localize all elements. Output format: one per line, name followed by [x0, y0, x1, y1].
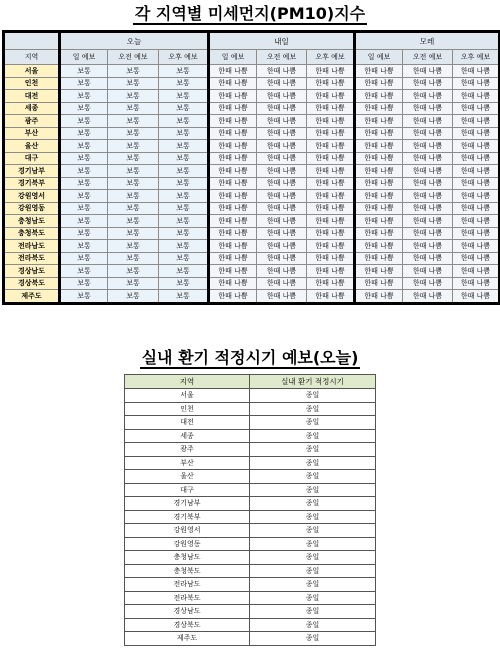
forecast-cell: 한때 나쁨 — [355, 102, 403, 115]
forecast-cell: 보통 — [108, 65, 159, 78]
forecast-cell: 한때 나쁨 — [403, 140, 453, 153]
forecast-cell: 한때 나쁨 — [403, 77, 453, 90]
table-row — [125, 564, 376, 578]
forecast-cell: 한때 나쁨 — [209, 202, 257, 215]
forecast-cell: 보통 — [108, 165, 159, 178]
forecast-cell: 한때 나쁨 — [209, 240, 257, 253]
forecast-cell: 보통 — [159, 65, 209, 78]
forecast-cell: 한때 나쁨 — [209, 177, 257, 190]
table-row — [125, 510, 376, 524]
forecast-cell: 한때 나쁨 — [355, 152, 403, 165]
forecast-cell: 한때 나쁨 — [403, 227, 453, 240]
table-row — [4, 202, 500, 215]
forecast-cell: 한때 나쁨 — [453, 265, 500, 278]
ventilation-time-cell: 종일 — [250, 605, 376, 619]
ventilation-region-cell: 경상남도 — [125, 605, 250, 619]
period-header: 오전 예보 — [257, 50, 307, 65]
ventilation-title-text: 실내 환기 적정시기 예보(오늘) — [141, 348, 359, 367]
ventilation-time-cell: 종일 — [250, 591, 376, 605]
table-row — [125, 416, 376, 430]
forecast-cell: 보통 — [108, 177, 159, 190]
table-row — [125, 470, 376, 484]
forecast-cell: 한때 나쁨 — [307, 252, 355, 265]
forecast-cell: 보통 — [60, 102, 108, 115]
forecast-cell: 한때 나쁨 — [355, 77, 403, 90]
forecast-title — [0, 4, 500, 24]
forecast-cell: 한때 나쁨 — [403, 127, 453, 140]
period-header: 오전 예보 — [403, 50, 453, 65]
period-header: 오후 예보 — [307, 50, 355, 65]
forecast-cell: 한때 나쁨 — [355, 190, 403, 203]
period-header: 일 예보 — [209, 50, 257, 65]
ventilation-region-cell: 대전 — [125, 416, 250, 430]
forecast-cell: 보통 — [159, 227, 209, 240]
forecast-cell: 한때 나쁨 — [209, 140, 257, 153]
forecast-cell: 한때 나쁨 — [307, 177, 355, 190]
ventilation-region-cell: 광주 — [125, 443, 250, 457]
forecast-cell: 보통 — [159, 152, 209, 165]
day-header-row — [4, 32, 500, 50]
table-row — [125, 497, 376, 511]
period-header: 일 예보 — [355, 50, 403, 65]
ventilation-region-cell: 강원영서 — [125, 524, 250, 538]
ventilation-time-cell: 종일 — [250, 497, 376, 511]
forecast-cell: 한때 나쁨 — [257, 190, 307, 203]
pm10-forecast-table — [2, 30, 500, 305]
table-row — [125, 483, 376, 497]
forecast-cell: 한때 나쁨 — [257, 102, 307, 115]
forecast-cell: 한때 나쁨 — [257, 115, 307, 128]
region-header: 지역 — [4, 50, 60, 65]
forecast-cell: 한때 나쁨 — [209, 115, 257, 128]
forecast-cell: 보통 — [108, 115, 159, 128]
table-row — [4, 165, 500, 178]
forecast-cell: 한때 나쁨 — [355, 215, 403, 228]
forecast-cell: 한때 나쁨 — [355, 290, 403, 304]
forecast-cell: 한때 나쁨 — [453, 215, 500, 228]
forecast-cell: 한때 나쁨 — [257, 277, 307, 290]
forecast-cell: 보통 — [60, 227, 108, 240]
table-row — [125, 551, 376, 565]
ventilation-time-cell: 종일 — [250, 389, 376, 403]
forecast-cell: 한때 나쁨 — [403, 277, 453, 290]
forecast-cell: 한때 나쁨 — [209, 265, 257, 278]
ventilation-time-cell: 종일 — [250, 510, 376, 524]
table-row — [125, 456, 376, 470]
forecast-cell: 보통 — [60, 252, 108, 265]
forecast-cell: 한때 나쁨 — [209, 65, 257, 78]
ventilation-table — [124, 374, 376, 646]
forecast-cell: 보통 — [108, 127, 159, 140]
forecast-cell: 한때 나쁨 — [403, 265, 453, 278]
period-header: 오전 예보 — [108, 50, 159, 65]
forecast-cell: 한때 나쁨 — [355, 265, 403, 278]
forecast-cell: 보통 — [159, 190, 209, 203]
ventilation-header-row — [125, 375, 376, 389]
forecast-cell: 보통 — [159, 115, 209, 128]
forecast-cell: 한때 나쁨 — [403, 290, 453, 304]
forecast-cell: 한때 나쁨 — [453, 240, 500, 253]
forecast-cell: 한때 나쁨 — [453, 290, 500, 304]
table-row — [4, 227, 500, 240]
ventilation-time-cell: 종일 — [250, 551, 376, 565]
forecast-cell: 한때 나쁨 — [307, 240, 355, 253]
forecast-cell: 한때 나쁨 — [307, 215, 355, 228]
forecast-cell: 한때 나쁨 — [355, 140, 403, 153]
forecast-cell: 한때 나쁨 — [307, 152, 355, 165]
forecast-cell: 보통 — [159, 240, 209, 253]
forecast-cell: 한때 나쁨 — [403, 115, 453, 128]
forecast-cell: 한때 나쁨 — [403, 202, 453, 215]
table-row — [4, 277, 500, 290]
forecast-cell: 한때 나쁨 — [453, 165, 500, 178]
forecast-cell: 보통 — [159, 265, 209, 278]
forecast-cell: 한때 나쁨 — [257, 77, 307, 90]
forecast-cell: 보통 — [108, 240, 159, 253]
forecast-cell: 보통 — [159, 177, 209, 190]
region-cell: 부산 — [4, 127, 60, 140]
forecast-cell: 한때 나쁨 — [355, 65, 403, 78]
forecast-cell: 한때 나쁨 — [307, 290, 355, 304]
forecast-cell: 보통 — [108, 290, 159, 304]
forecast-cell: 한때 나쁨 — [453, 90, 500, 103]
forecast-cell: 한때 나쁨 — [453, 277, 500, 290]
forecast-cell: 한때 나쁨 — [257, 240, 307, 253]
forecast-cell: 한때 나쁨 — [257, 227, 307, 240]
forecast-cell: 한때 나쁨 — [307, 102, 355, 115]
forecast-cell: 보통 — [60, 65, 108, 78]
region-cell: 인천 — [4, 77, 60, 90]
region-cell: 서울 — [4, 65, 60, 78]
forecast-cell: 한때 나쁨 — [453, 77, 500, 90]
forecast-cell: 한때 나쁨 — [453, 127, 500, 140]
forecast-cell: 보통 — [108, 252, 159, 265]
forecast-cell: 한때 나쁨 — [355, 115, 403, 128]
forecast-cell: 한때 나쁨 — [257, 152, 307, 165]
table-row — [125, 578, 376, 592]
forecast-cell: 한때 나쁨 — [257, 140, 307, 153]
forecast-cell: 보통 — [159, 102, 209, 115]
forecast-cell: 보통 — [108, 227, 159, 240]
ventilation-time-cell: 종일 — [250, 537, 376, 551]
forecast-cell: 보통 — [60, 240, 108, 253]
table-row — [4, 90, 500, 103]
forecast-cell: 한때 나쁨 — [453, 252, 500, 265]
table-row — [4, 65, 500, 78]
ventilation-time-cell: 종일 — [250, 632, 376, 646]
table-row — [4, 252, 500, 265]
ventilation-region-cell: 인천 — [125, 402, 250, 416]
region-cell: 대전 — [4, 90, 60, 103]
forecast-cell: 보통 — [60, 202, 108, 215]
region-cell: 울산 — [4, 140, 60, 153]
forecast-cell: 보통 — [60, 190, 108, 203]
forecast-cell: 한때 나쁨 — [403, 177, 453, 190]
forecast-cell: 한때 나쁨 — [307, 265, 355, 278]
forecast-cell: 한때 나쁨 — [209, 277, 257, 290]
forecast-title-text: 각 지역별 미세먼지(PM10)지수 — [134, 4, 366, 23]
forecast-cell: 보통 — [108, 140, 159, 153]
forecast-cell: 한때 나쁨 — [307, 202, 355, 215]
forecast-cell: 한때 나쁨 — [355, 177, 403, 190]
region-cell: 광주 — [4, 115, 60, 128]
forecast-cell: 한때 나쁨 — [453, 102, 500, 115]
forecast-cell: 한때 나쁨 — [453, 152, 500, 165]
forecast-cell: 보통 — [108, 190, 159, 203]
forecast-cell: 한때 나쁨 — [403, 90, 453, 103]
forecast-cell: 보통 — [159, 252, 209, 265]
ventilation-region-cell: 충청북도 — [125, 564, 250, 578]
forecast-cell: 한때 나쁨 — [403, 165, 453, 178]
ventilation-time-cell: 종일 — [250, 402, 376, 416]
forecast-cell: 한때 나쁨 — [355, 90, 403, 103]
forecast-cell: 보통 — [60, 177, 108, 190]
forecast-cell: 보통 — [159, 165, 209, 178]
forecast-cell: 보통 — [159, 290, 209, 304]
forecast-cell: 보통 — [108, 77, 159, 90]
region-cell: 경상북도 — [4, 277, 60, 290]
forecast-cell: 한때 나쁨 — [209, 190, 257, 203]
forecast-cell: 한때 나쁨 — [453, 202, 500, 215]
table-row — [125, 537, 376, 551]
forecast-cell: 한때 나쁨 — [355, 227, 403, 240]
table-row — [4, 190, 500, 203]
region-cell: 세종 — [4, 102, 60, 115]
forecast-cell: 보통 — [159, 77, 209, 90]
forecast-cell: 한때 나쁨 — [257, 202, 307, 215]
region-cell: 제주도 — [4, 290, 60, 304]
forecast-cell: 보통 — [108, 277, 159, 290]
table-row — [4, 177, 500, 190]
forecast-cell: 한때 나쁨 — [453, 65, 500, 78]
forecast-cell: 한때 나쁨 — [453, 177, 500, 190]
period-header: 오후 예보 — [453, 50, 500, 65]
forecast-cell: 보통 — [159, 127, 209, 140]
forecast-cell: 한때 나쁨 — [209, 165, 257, 178]
forecast-cell: 한때 나쁨 — [453, 140, 500, 153]
ventilation-time-cell: 종일 — [250, 470, 376, 484]
forecast-cell: 한때 나쁨 — [257, 265, 307, 278]
forecast-cell: 한때 나쁨 — [307, 127, 355, 140]
ventilation-region-cell: 서울 — [125, 389, 250, 403]
table-row — [4, 140, 500, 153]
header-corner — [4, 32, 60, 50]
forecast-cell: 한때 나쁨 — [403, 240, 453, 253]
table-row — [4, 152, 500, 165]
ventilation-time-cell: 종일 — [250, 524, 376, 538]
table-row — [4, 265, 500, 278]
region-cell: 전라북도 — [4, 252, 60, 265]
day-header-tomorrow: 내일 — [209, 32, 355, 50]
ventilation-time-cell: 종일 — [250, 618, 376, 632]
forecast-cell: 한때 나쁨 — [257, 252, 307, 265]
table-row — [125, 429, 376, 443]
forecast-cell: 한때 나쁨 — [307, 65, 355, 78]
region-cell: 전라남도 — [4, 240, 60, 253]
ventilation-time-cell: 종일 — [250, 483, 376, 497]
ventilation-time-cell: 종일 — [250, 416, 376, 430]
table-row — [125, 618, 376, 632]
forecast-cell: 보통 — [60, 165, 108, 178]
forecast-cell: 보통 — [60, 152, 108, 165]
ventilation-region-cell: 경기남부 — [125, 497, 250, 511]
forecast-cell: 한때 나쁨 — [355, 202, 403, 215]
table-row — [4, 115, 500, 128]
ventilation-time-cell: 종일 — [250, 578, 376, 592]
region-cell: 강원영서 — [4, 190, 60, 203]
ventilation-header-time: 실내 환기 적정시기 — [250, 375, 376, 389]
forecast-cell: 보통 — [159, 202, 209, 215]
region-cell: 경기남부 — [4, 165, 60, 178]
ventilation-region-cell: 전라북도 — [125, 591, 250, 605]
table-row — [125, 389, 376, 403]
table-row — [4, 77, 500, 90]
forecast-cell: 한때 나쁨 — [209, 215, 257, 228]
forecast-cell: 보통 — [60, 265, 108, 278]
period-header: 오후 예보 — [159, 50, 209, 65]
forecast-cell: 보통 — [108, 102, 159, 115]
forecast-cell: 한때 나쁨 — [403, 215, 453, 228]
forecast-cell: 한때 나쁨 — [209, 127, 257, 140]
forecast-cell: 한때 나쁨 — [307, 90, 355, 103]
day-header-today: 오늘 — [60, 32, 209, 50]
forecast-cell: 한때 나쁨 — [257, 290, 307, 304]
forecast-cell: 한때 나쁨 — [209, 90, 257, 103]
table-row — [125, 591, 376, 605]
forecast-cell: 보통 — [60, 277, 108, 290]
ventilation-time-cell: 종일 — [250, 429, 376, 443]
forecast-cell: 한때 나쁨 — [209, 152, 257, 165]
forecast-cell: 한때 나쁨 — [355, 240, 403, 253]
forecast-cell: 한때 나쁨 — [257, 90, 307, 103]
region-cell: 경상남도 — [4, 265, 60, 278]
forecast-cell: 보통 — [60, 90, 108, 103]
forecast-cell: 한때 나쁨 — [403, 152, 453, 165]
region-cell: 대구 — [4, 152, 60, 165]
ventilation-title — [0, 348, 500, 368]
ventilation-region-cell: 경기북부 — [125, 510, 250, 524]
forecast-cell: 보통 — [159, 140, 209, 153]
ventilation-header-region: 지역 — [125, 375, 250, 389]
ventilation-time-cell: 종일 — [250, 443, 376, 457]
forecast-cell: 한때 나쁨 — [355, 277, 403, 290]
forecast-cell: 한때 나쁨 — [355, 165, 403, 178]
table-row — [4, 240, 500, 253]
period-header-row — [4, 50, 500, 65]
ventilation-region-cell: 충청남도 — [125, 551, 250, 565]
forecast-cell: 한때 나쁨 — [257, 165, 307, 178]
forecast-cell: 한때 나쁨 — [453, 227, 500, 240]
table-row — [4, 102, 500, 115]
table-row — [125, 632, 376, 646]
forecast-cell: 한때 나쁨 — [403, 190, 453, 203]
forecast-cell: 한때 나쁨 — [257, 215, 307, 228]
ventilation-region-cell: 울산 — [125, 470, 250, 484]
forecast-cell: 한때 나쁨 — [453, 115, 500, 128]
forecast-cell: 보통 — [159, 215, 209, 228]
forecast-cell: 한때 나쁨 — [453, 190, 500, 203]
region-cell: 강원영동 — [4, 202, 60, 215]
forecast-cell: 보통 — [60, 77, 108, 90]
forecast-cell: 보통 — [108, 202, 159, 215]
day-header-day-after: 모레 — [355, 32, 500, 50]
forecast-cell: 한때 나쁨 — [257, 127, 307, 140]
forecast-cell: 한때 나쁨 — [307, 140, 355, 153]
region-cell: 충청북도 — [4, 227, 60, 240]
forecast-cell: 한때 나쁨 — [257, 177, 307, 190]
ventilation-region-cell: 제주도 — [125, 632, 250, 646]
forecast-cell: 한때 나쁨 — [257, 65, 307, 78]
forecast-cell: 보통 — [60, 127, 108, 140]
forecast-cell: 보통 — [108, 90, 159, 103]
table-row — [125, 443, 376, 457]
forecast-cell: 한때 나쁨 — [209, 77, 257, 90]
ventilation-time-cell: 종일 — [250, 564, 376, 578]
forecast-cell: 한때 나쁨 — [403, 102, 453, 115]
forecast-cell: 한때 나쁨 — [403, 65, 453, 78]
forecast-cell: 한때 나쁨 — [209, 252, 257, 265]
forecast-cell: 한때 나쁨 — [355, 252, 403, 265]
ventilation-region-cell: 부산 — [125, 456, 250, 470]
ventilation-region-cell: 강원영동 — [125, 537, 250, 551]
ventilation-region-cell: 경상북도 — [125, 618, 250, 632]
forecast-cell: 한때 나쁨 — [355, 127, 403, 140]
region-cell: 경기북부 — [4, 177, 60, 190]
table-row — [4, 215, 500, 228]
forecast-cell: 보통 — [108, 215, 159, 228]
table-row — [125, 402, 376, 416]
forecast-cell: 한때 나쁨 — [307, 277, 355, 290]
forecast-cell: 보통 — [60, 140, 108, 153]
forecast-cell: 한때 나쁨 — [307, 227, 355, 240]
forecast-cell: 보통 — [108, 152, 159, 165]
table-row — [125, 605, 376, 619]
region-cell: 충청남도 — [4, 215, 60, 228]
forecast-cell: 한때 나쁨 — [307, 115, 355, 128]
forecast-cell: 한때 나쁨 — [307, 165, 355, 178]
ventilation-region-cell: 전라남도 — [125, 578, 250, 592]
forecast-cell: 보통 — [108, 265, 159, 278]
forecast-cell: 한때 나쁨 — [403, 252, 453, 265]
forecast-cell: 한때 나쁨 — [209, 290, 257, 304]
forecast-cell: 한때 나쁨 — [209, 102, 257, 115]
forecast-cell: 보통 — [159, 90, 209, 103]
forecast-cell: 보통 — [159, 277, 209, 290]
forecast-cell: 보통 — [60, 215, 108, 228]
forecast-cell: 한때 나쁨 — [307, 77, 355, 90]
table-row — [125, 524, 376, 538]
table-row — [4, 127, 500, 140]
table-row — [4, 290, 500, 304]
ventilation-region-cell: 세종 — [125, 429, 250, 443]
period-header: 일 예보 — [60, 50, 108, 65]
forecast-cell: 한때 나쁨 — [307, 190, 355, 203]
forecast-cell: 보통 — [60, 115, 108, 128]
forecast-cell: 보통 — [60, 290, 108, 304]
ventilation-region-cell: 대구 — [125, 483, 250, 497]
forecast-cell: 한때 나쁨 — [209, 227, 257, 240]
ventilation-time-cell: 종일 — [250, 456, 376, 470]
